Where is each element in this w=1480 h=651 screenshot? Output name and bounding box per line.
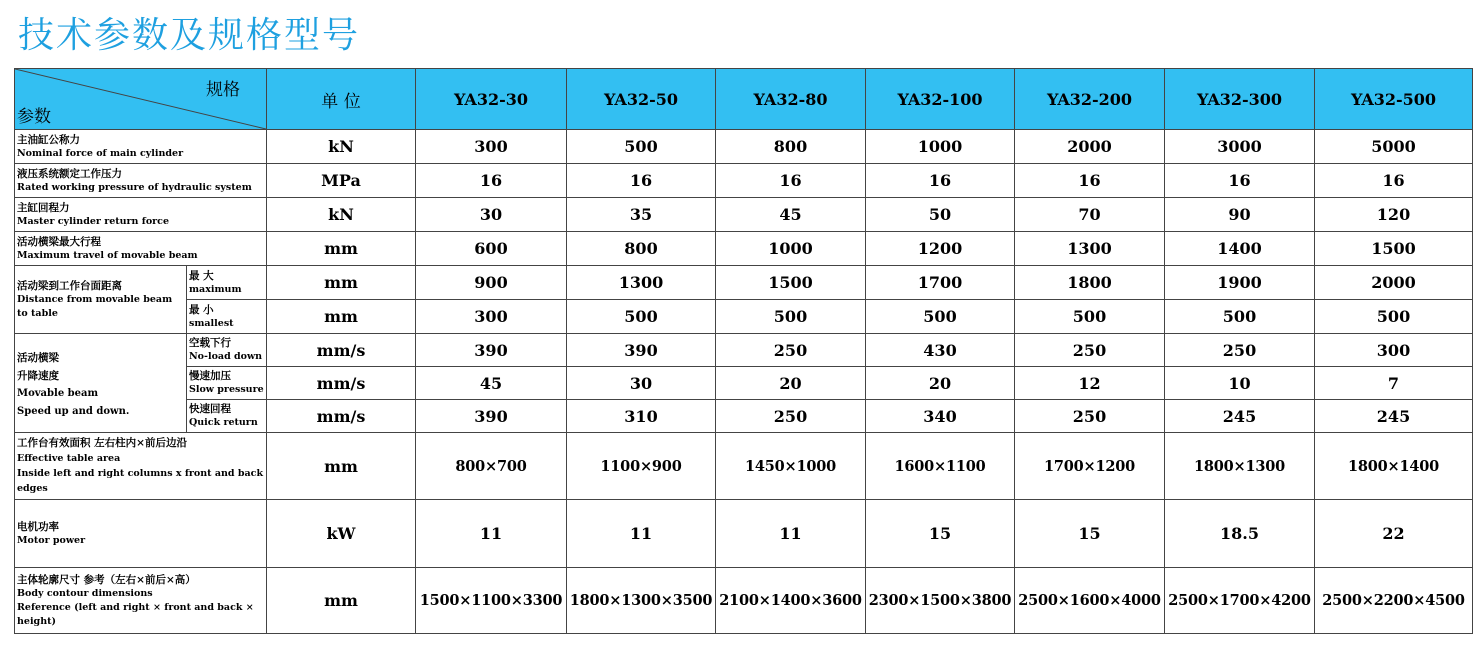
page-title: 技术参数及规格型号 <box>18 15 361 56</box>
value-cell: 310 <box>567 400 716 433</box>
value-cell: 300 <box>416 130 567 164</box>
value-cell: 900 <box>416 266 567 300</box>
value-cell: 10 <box>1165 367 1315 400</box>
value-cell: 7 <box>1315 367 1473 400</box>
value-cell: 340 <box>866 400 1015 433</box>
table-row <box>15 500 1473 568</box>
value-cell: 600 <box>416 232 567 266</box>
value-cell: 500 <box>866 300 1015 334</box>
value-cell: 16 <box>716 164 866 198</box>
value-cell: 2100×1400×3600 <box>716 568 866 634</box>
value-cell: 30 <box>416 198 567 232</box>
group-label-distance: 活动梁到工作台面距离 Distance from movable beam to table <box>15 266 187 334</box>
model-header: YA32-200 <box>1015 69 1165 130</box>
value-cell: 16 <box>1165 164 1315 198</box>
value-cell: 1300 <box>1015 232 1165 266</box>
table-row <box>15 400 1473 433</box>
value-cell: 1600×1100 <box>866 433 1015 500</box>
value-cell: 18.5 <box>1165 500 1315 568</box>
value-cell: 20 <box>716 367 866 400</box>
value-cell: 1800×1400 <box>1315 433 1473 500</box>
value-cell: 500 <box>1165 300 1315 334</box>
table-row <box>15 130 1473 164</box>
value-cell: 2300×1500×3800 <box>866 568 1015 634</box>
value-cell: 390 <box>416 400 567 433</box>
value-cell: 1200 <box>866 232 1015 266</box>
value-cell: 1300 <box>567 266 716 300</box>
unit-cell: mm/s <box>267 334 416 367</box>
value-cell: 1700×1200 <box>1015 433 1165 500</box>
value-cell: 800 <box>716 130 866 164</box>
value-cell: 45 <box>416 367 567 400</box>
value-cell: 30 <box>567 367 716 400</box>
value-cell: 390 <box>567 334 716 367</box>
value-cell: 250 <box>716 334 866 367</box>
model-header: YA32-500 <box>1315 69 1473 130</box>
value-cell: 1500×1100×3300 <box>416 568 567 634</box>
row-label: 活动横梁最大行程 Maximum travel of movable beam <box>15 232 267 266</box>
value-cell: 1450×1000 <box>716 433 866 500</box>
unit-cell: kN <box>267 198 416 232</box>
corner-spec-label: 规格 <box>206 80 240 100</box>
model-header: YA32-300 <box>1165 69 1315 130</box>
value-cell: 300 <box>1315 334 1473 367</box>
value-cell: 1700 <box>866 266 1015 300</box>
value-cell: 250 <box>1165 334 1315 367</box>
table-row <box>15 367 1473 400</box>
corner-header <box>15 69 267 130</box>
subrow-label: 最 大 maximum <box>187 266 267 300</box>
value-cell: 3000 <box>1165 130 1315 164</box>
value-cell: 390 <box>416 334 567 367</box>
table-row <box>15 164 1473 198</box>
unit-cell: kW <box>267 500 416 568</box>
value-cell: 16 <box>1015 164 1165 198</box>
table-row <box>15 568 1473 634</box>
value-cell: 800 <box>567 232 716 266</box>
value-cell: 2000 <box>1315 266 1473 300</box>
value-cell: 35 <box>567 198 716 232</box>
row-label: 主体轮廓尺寸 参考（左右×前后×高） Body contour dimensions Reference (left and right × front and back × height) <box>15 568 267 634</box>
value-cell: 15 <box>1015 500 1165 568</box>
value-cell: 1800×1300 <box>1165 433 1315 500</box>
value-cell: 250 <box>1015 334 1165 367</box>
value-cell: 22 <box>1315 500 1473 568</box>
row-label: 主缸回程力 Master cylinder return force <box>15 198 267 232</box>
table-row <box>15 433 1473 500</box>
value-cell: 430 <box>866 334 1015 367</box>
value-cell: 1000 <box>866 130 1015 164</box>
value-cell: 16 <box>1315 164 1473 198</box>
value-cell: 11 <box>716 500 866 568</box>
value-cell: 5000 <box>1315 130 1473 164</box>
subrow-label: 空载下行 No-load down <box>187 334 267 367</box>
value-cell: 20 <box>866 367 1015 400</box>
group-label-speed: 活动横梁 升降速度 Movable beam Speed up and down. <box>15 334 187 433</box>
value-cell: 500 <box>567 130 716 164</box>
row-label: 工作台有效面积 左右柱内×前后边沿 Effective table area Inside left and right columns x front and back edges <box>15 433 267 500</box>
model-header: YA32-30 <box>416 69 567 130</box>
model-header: YA32-80 <box>716 69 866 130</box>
unit-cell: mm <box>267 568 416 634</box>
corner-param-label: 参数 <box>17 107 51 127</box>
value-cell: 1500 <box>716 266 866 300</box>
subrow-label: 快速回程 Quick return <box>187 400 267 433</box>
value-cell: 500 <box>1015 300 1165 334</box>
row-label: 主油缸公称力 Nominal force of main cylinder <box>15 130 267 164</box>
subrow-label: 慢速加压 Slow pressure <box>187 367 267 400</box>
header-row <box>15 69 1473 130</box>
value-cell: 250 <box>716 400 866 433</box>
value-cell: 800×700 <box>416 433 567 500</box>
value-cell: 500 <box>567 300 716 334</box>
value-cell: 1900 <box>1165 266 1315 300</box>
value-cell: 16 <box>416 164 567 198</box>
unit-cell: mm/s <box>267 367 416 400</box>
value-cell: 50 <box>866 198 1015 232</box>
model-header: YA32-100 <box>866 69 1015 130</box>
value-cell: 11 <box>416 500 567 568</box>
value-cell: 16 <box>866 164 1015 198</box>
unit-cell: mm <box>267 433 416 500</box>
spec-table <box>14 68 1473 634</box>
value-cell: 1800×1300×3500 <box>567 568 716 634</box>
unit-cell: mm <box>267 300 416 334</box>
table-row <box>15 232 1473 266</box>
value-cell: 1100×900 <box>567 433 716 500</box>
value-cell: 11 <box>567 500 716 568</box>
value-cell: 500 <box>1315 300 1473 334</box>
table-row <box>15 198 1473 232</box>
value-cell: 300 <box>416 300 567 334</box>
value-cell: 12 <box>1015 367 1165 400</box>
value-cell: 70 <box>1015 198 1165 232</box>
table-row <box>15 300 1473 334</box>
value-cell: 1800 <box>1015 266 1165 300</box>
row-label: 液压系统额定工作压力 Rated working pressure of hydraulic system <box>15 164 267 198</box>
model-header: YA32-50 <box>567 69 716 130</box>
row-label: 电机功率 Motor power <box>15 500 267 568</box>
value-cell: 16 <box>567 164 716 198</box>
value-cell: 120 <box>1315 198 1473 232</box>
value-cell: 245 <box>1165 400 1315 433</box>
value-cell: 1500 <box>1315 232 1473 266</box>
value-cell: 45 <box>716 198 866 232</box>
unit-cell: mm <box>267 266 416 300</box>
value-cell: 2500×1600×4000 <box>1015 568 1165 634</box>
value-cell: 90 <box>1165 198 1315 232</box>
unit-cell: mm/s <box>267 400 416 433</box>
value-cell: 2000 <box>1015 130 1165 164</box>
value-cell: 2500×1700×4200 <box>1165 568 1315 634</box>
value-cell: 2500×2200×4500 <box>1315 568 1473 634</box>
unit-cell: mm <box>267 232 416 266</box>
unit-cell: MPa <box>267 164 416 198</box>
value-cell: 1400 <box>1165 232 1315 266</box>
unit-cell: kN <box>267 130 416 164</box>
value-cell: 245 <box>1315 400 1473 433</box>
subrow-label: 最 小 smallest <box>187 300 267 334</box>
value-cell: 15 <box>866 500 1015 568</box>
value-cell: 250 <box>1015 400 1165 433</box>
table-row <box>15 266 1473 300</box>
unit-header: 单 位 <box>267 69 416 130</box>
value-cell: 500 <box>716 300 866 334</box>
value-cell: 1000 <box>716 232 866 266</box>
table-row <box>15 334 1473 367</box>
